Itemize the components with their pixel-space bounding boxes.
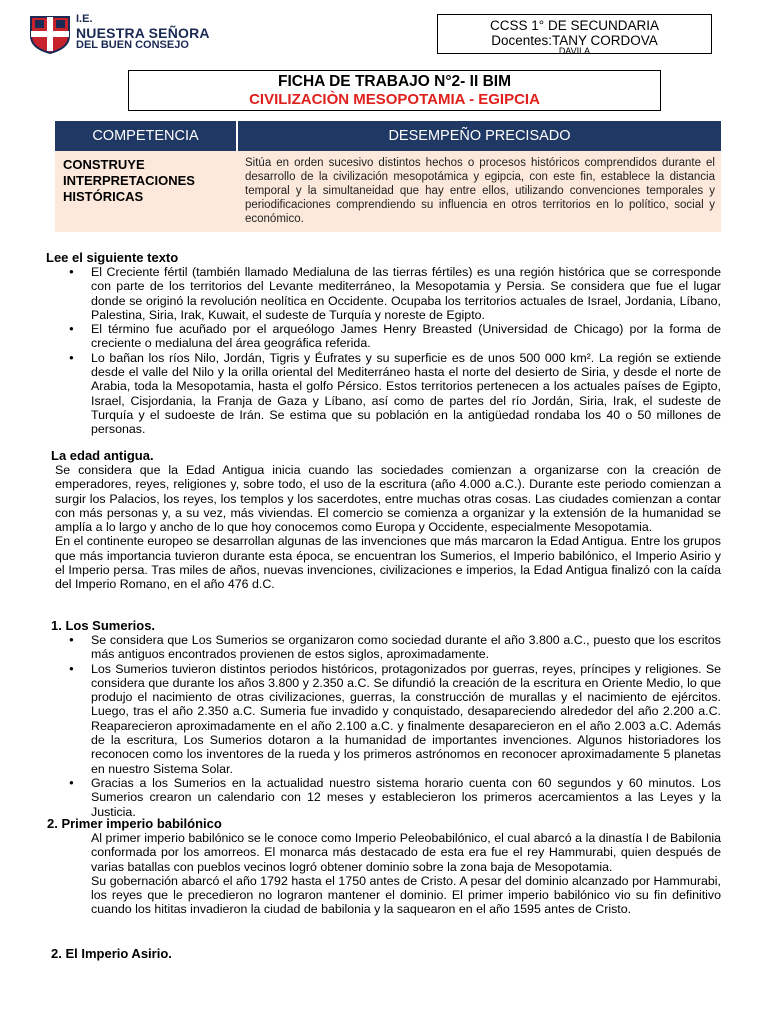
assyria-heading: 2. El Imperio Asirio. bbox=[51, 946, 172, 961]
title-box bbox=[128, 70, 661, 111]
worksheet-title: FICHA DE TRABAJO N°2- II BIM bbox=[278, 73, 511, 90]
worksheet-subtitle: CIVILIZACIÒN MESOPOTAMIA - EGIPCIA bbox=[249, 91, 540, 108]
babylon-heading: 2. Primer imperio babilónico bbox=[47, 816, 222, 831]
list-item: ● Lo bañan los ríos Nilo, Jordán, Tigris y Éufrates y su superficie es de unos 500 000 km². La región se extiende desde el valle del Nilo y la orilla oriental del Mediterráneo hasta el norte del desierto de Siria, y desde el norte de Arabia, toda la Mesopotamia, hasta el golfo Pérsico. Estos territorios pertenecen a los actuales países de Egipto, Israel, Cisjordania, la Franja de Gaza y Líbano, así como de partes del río Jordán, Siria, Irak, el sudeste de Turquía y el sudoeste de Irán. Se estima que su población en la antigüedad rondaba los 40 o 50 millones de personas. bbox=[91, 351, 721, 437]
babylon-section bbox=[91, 831, 721, 917]
ancient-paragraph-1: Se considera que la Edad Antigua inicia cuando las sociedades comienzan a organizarse con la creación de emperadores, reyes, religiones y, sobre todo, el uso de la escritura (año 4.000 a.C.). Durante este periodo comienzan a surgir los Palacios, los reyes, los templos y los sacerdotes, entre muchas otras cosas. Las ciudades comienzan a contar con más personas y, a su vez, más viviendas. El comercio se comienza a organizar y la extensión de la humanidad se amplía a lo largo y ancho de lo que hoy conocemos como Europa y Occidente, especialmente Mesopotamia. bbox=[55, 463, 721, 535]
competency-cell: CONSTRUYE INTERPRETACIONES HISTÓRICAS bbox=[55, 151, 237, 232]
teacher-surname-cut: DAVILA bbox=[558, 46, 591, 54]
header-desempeno: DESEMPEÑO PRECISADO bbox=[237, 121, 721, 151]
teacher-label: Docentes:TANY CORDOVA bbox=[491, 33, 658, 48]
list-item: ● El término fue acuñado por el arqueólogo James Henry Breasted (Universidad de Chicago) por la forma de creciente o medialuna del área geográfica referida. bbox=[91, 322, 721, 351]
course-info-box bbox=[437, 14, 712, 54]
school-shield-logo bbox=[28, 14, 72, 54]
sumerians-bullet-list bbox=[91, 633, 721, 819]
read-heading: Lee el siguiente texto bbox=[46, 250, 179, 265]
ancient-section bbox=[55, 463, 721, 592]
performance-cell: Sitúa en orden sucesivo distintos hechos o procesos históricos comprendidos durante el desarrollo de la civilización mesopotámica y egipcia, con este fin, establece la distancia temporal y la simultaneidad que hay entre ellos, utilizando convenciones temporales y periodificaciones comprendiendo su influencia en otros territorios en lo político, social y económico. bbox=[237, 151, 721, 232]
ancient-heading: La edad antigua. bbox=[51, 448, 154, 463]
babylon-paragraph-1: Al primer imperio babilónico se le conoce como Imperio Peleobabilónico, el cual abarcó a la dinastía I de Babilonia conformada por los amorreos. El monarca más destacado de esta era fue el rey Hammurabi, quien después de varias batallas con pueblos vecinos logró obtener dominio sobre la zona baja de Mesopotamia. bbox=[91, 831, 721, 874]
school-line-2: NUESTRA SEÑORA bbox=[76, 24, 210, 41]
school-line-3: DEL BUEN CONSEJO bbox=[76, 39, 189, 52]
ancient-paragraph-2: En el continente europeo se desarrollan algunas de las invenciones que más marcaron la Edad Antigua. Entre los grupos que más importancia tuvieron durante esta época, se encuentran los Sumerios, el Imperio babilónico, el Imperio Asirio y el Imperio persa. Tras miles de años, nuevas invenciones, civilizaciones e imperios, la Edad Antigua finalizó con la caída del Imperio Romano, en el año 476 d.C. bbox=[55, 534, 721, 592]
babylon-paragraph-2: Su gobernación abarcó el año 1792 hasta el 1750 antes de Cristo. A pesar del dominio alcanzado por Hammurabi, los reyes que le precedieron no lograron mantener el dominio. El primer imperio babilónico vio su fin definitivo cuando los hititas invadieron la ciudad de babilonia y la saquearon en el año 1595 antes de Cristo. bbox=[91, 873, 721, 917]
read-bullet-list bbox=[91, 265, 721, 437]
table-header-row bbox=[55, 121, 721, 151]
school-line-1: I.E. bbox=[76, 13, 93, 25]
header-competencia: COMPETENCIA bbox=[55, 121, 237, 151]
list-item: ● El Creciente fértil (también llamado Medialuna de las tierras fértiles) es una región histórica que se corresponde con parte de los territorios del Levante mediterráneo, la Mesopotamia y Persia. Se considera que fue el lugar donde se originó la revolución neolítica en Occidente. Ocupaba los territorios actuales de Israel, Jordania, Líbano, Palestina, Siria, Irak, Kuwait, el sudeste de Turquía y noreste de Egipto. bbox=[91, 265, 721, 322]
list-item: ● Los Sumerios tuvieron distintos periodos históricos, protagonizados por guerras, reyes, príncipes y religiones. Se considera que durante los años 3.800 y 2.350 a.C. Se difundió la creación de la escritura en Oriente Medio, lo que produjo el nacimiento de otras civilizaciones, guerras, la construcción de murallas y el nacimiento de ejércitos. Luego, tras el año 2.350 a.C. Sumeria fue invadido y conquistado, desapareciendo alrededor del año 2.200 a.C. Reaparecieron aproximadamente en el año 2.100 a.C. y finalmente desaparecieron en el año 2.003 a.C. Además de la escritura, Los Sumerios dotaron a la humanidad de importantes invenciones. Algunos historiadores los reconocen como los inventores de la rueda y los primeros astrónomos en reconocer aproximadamente 5 planetas en nuestro Sistema Solar. bbox=[91, 662, 721, 776]
course-label: CCSS 1° DE SECUNDARIA bbox=[490, 18, 659, 33]
competency-table bbox=[55, 121, 721, 232]
table-row bbox=[55, 151, 721, 232]
sumerians-heading: 1. Los Sumerios. bbox=[51, 618, 156, 633]
list-item: ● Se considera que Los Sumerios se organizaron como sociedad durante el año 3.800 a.C., puesto que los escritos más antiguos encontrados provienen de estos siglos, aproximadamente. bbox=[91, 633, 721, 662]
school-name bbox=[76, 14, 210, 52]
list-item: ● Gracias a los Sumerios en la actualidad nuestro sistema horario cuenta con 60 segundos y 60 minutos. Los Sumerios crearon un calendario con 12 meses y establecieron los primeros acercamientos a las Leyes y la Justicia. bbox=[91, 776, 721, 819]
